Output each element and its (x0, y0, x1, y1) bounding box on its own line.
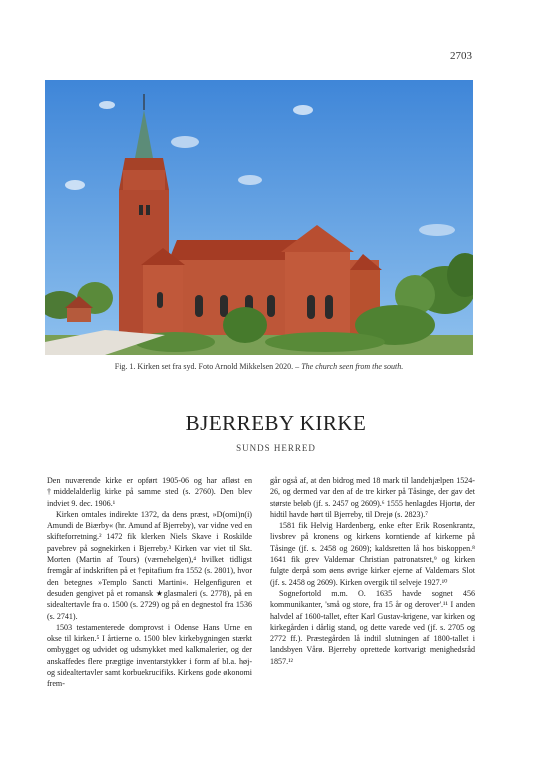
figure-caption (45, 362, 473, 371)
right-column (270, 475, 475, 667)
right-paragraph: Sognefortold m.m. O. 1635 havde sognet 456 kommunikanter, 'små og store, fra 15 år og derover'.¹¹ I anden halvdel af 1600-tallet, efter Karl Gustav-krigene, var kirken og kirkegården i dårlig stand, og dette varede ved (jf. s. 2705 og 2772 ff.). Præstegården lå indtil slutningen af 1800-tallet i landsbyen Vårø. Bjerreby oprettede kortvarigt menighedsråd 1857.¹² (270, 588, 475, 666)
left-paragraph: Kirken omtales indirekte 1372, da dens præst, »D(omi)n(i) Amundi de Biærby« (hr. Amund af Bjerreby), var vidne ved en skifteforretning.² 1472 fik klerken Niels Skave i Roskilde pavebrev på sognekirken i Bjerreby.³ Kirken var viet til Skt. Morten (Martin af Tours) (værnehelgen),⁴ hvilket tidligst fremgår af indskriften på et †epitafium fra 1552 (s. 2801), hvor den betegnes »Templo Sancti Martini«. Helgenfiguren et desuden gengivet på et romansk ★glasmaleri (s. 2778), på en sidealtertavle fra o. 1500 (s. 2729) og på en degnestol fra 1536 (s. 2741). (47, 509, 252, 621)
right-paragraph: går også af, at den bidrog med 18 mark til landehjælpen 1524-26, og dermed var den af de tre kirker på Tåsinge, der gav det største beløb (jf. s. 2457 og 2609).⁶ 1555 henlagdes Hjortø, der hidtil havde hørt til Bjerreby, til Drejø (s. 2823).⁷ (270, 476, 475, 519)
left-column (47, 475, 252, 690)
right-paragraph: 1581 fik Helvig Hardenberg, enke efter Erik Rosenkrantz, livsbrev på kronens og kirkens korntiende af kirkerne på Tåsinge (jf. s. 2458 og 2609); kaldsretten lå hos biskoppen.⁸ 1641 fik grev Valdemar Christian patronatsret,⁹ og kirken fulgte derpå som øens øvrige kirker ejerne af Valdemars Slot (jf. s. 2458 og 2609). Kirken overgik til selveje 1927.¹⁰ (270, 521, 475, 587)
page-number: 2703 (450, 50, 472, 62)
caption-main: Fig. 1. Kirken set fra syd. Foto Arnold Mikkelsen 2020. – (114, 362, 300, 371)
church-photo (45, 80, 473, 355)
page-title: BJERREBY KIRKE (185, 411, 367, 435)
caption-english: The church seen from the south. (301, 362, 404, 371)
page-subtitle: SUNDS HERRED (236, 443, 316, 453)
left-paragraph: Den nuværende kirke er opført 1905-06 og har afløst en †middelalderlig kirke på samme sted (s. 2760). Den blev indviet 9. dec. 1906.¹ (47, 476, 252, 508)
left-paragraph: 1503 testamenterede domprovst i Odense Hans Urne en okse til kirken.⁵ I årtierne o. 1500 blev kirkebygningen stærkt ombygget og udvidet og udsmykket med kalkmalerier, og der anskaffedes flere prægtige inventarstykker i form af bl.a. høj- og sidealtertavler samt korbuekrucifiks. Kirkens gode økonomi frem- (47, 622, 252, 689)
